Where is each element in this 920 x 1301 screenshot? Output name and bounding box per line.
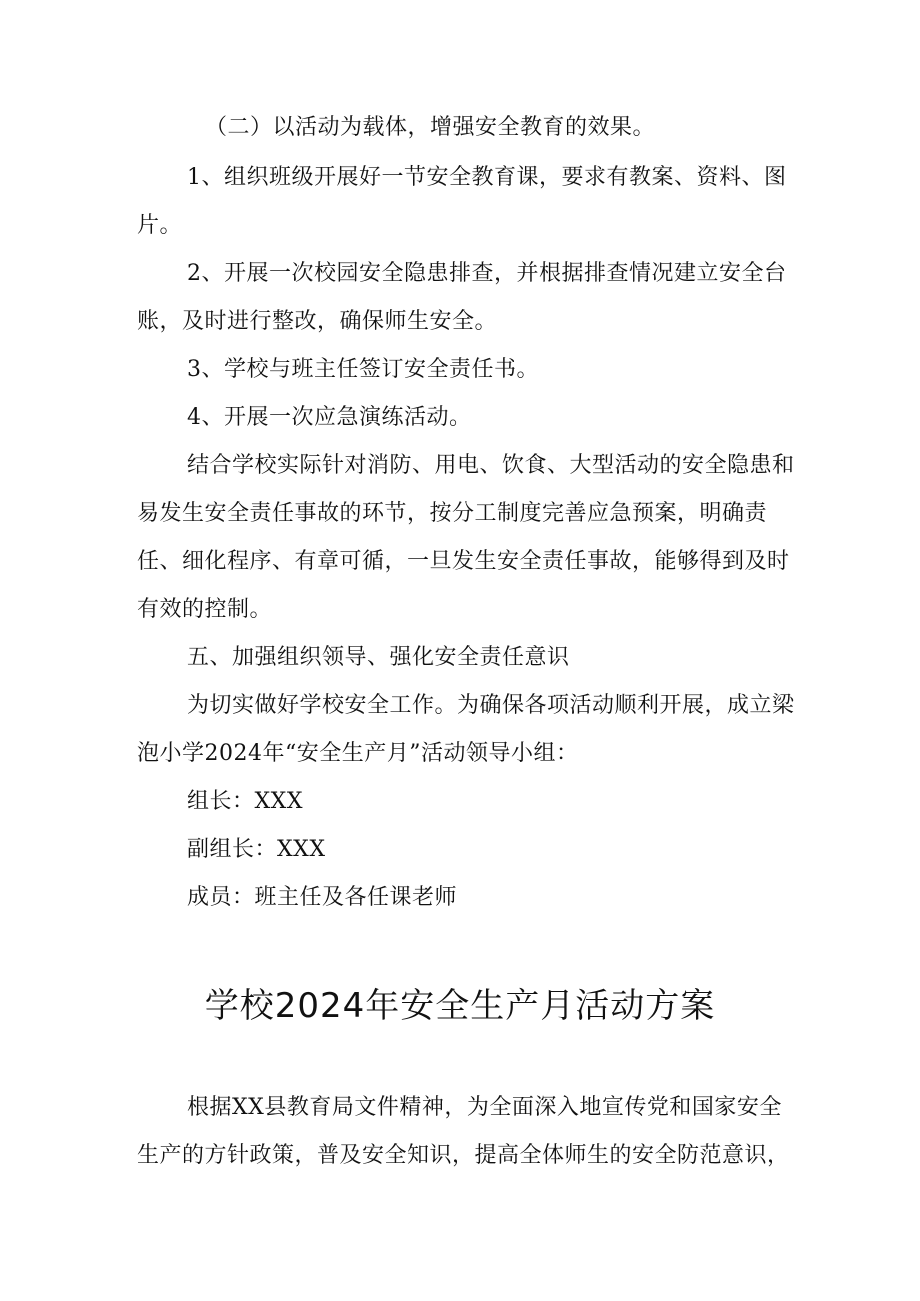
section-five-heading: 五、加强组织领导、强化安全责任意识	[187, 645, 570, 670]
item-4-paragraph: 4、开展一次应急演练活动。	[187, 405, 472, 430]
leadership-group-paragraph: 为切实做好学校安全工作。为确保各项活动顺利开展，成立梁泡小学2024年“安全生产月”活动领导小组：	[137, 693, 795, 766]
document-title: 学校2024年安全生产月活动方案	[204, 986, 716, 1026]
group-leader-line: 组长：XXX	[187, 789, 303, 814]
item-3-paragraph: 3、学校与班主任签订安全责任书。	[187, 357, 539, 382]
item-2-paragraph: 2、开展一次校园安全隐患排查，并根据排查情况建立安全台账，及时进行整改，确保师生安全。	[137, 261, 787, 334]
section-heading-activities: （二）以活动为载体，增强安全教育的效果。	[205, 115, 656, 140]
item-1-paragraph: 1、组织班级开展好一节安全教育课，要求有教案、资料、图片。	[137, 165, 787, 238]
intro-paragraph: 根据XX县教育局文件精神，为全面深入地宣传党和国家安全生产的方针政策，普及安全知识，提高全体师生的安全防范意识，	[137, 1095, 790, 1168]
deputy-leader-line: 副组长：XXX	[187, 837, 326, 862]
members-line: 成员：班主任及各任课老师	[187, 885, 458, 910]
emergency-plan-paragraph: 结合学校实际针对消防、用电、饮食、大型活动的安全隐患和易发生安全责任事故的环节，按分工制度完善应急预案，明确责任、细化程序、有章可循，一旦发生安全责任事故，能够得到及时有效的控制。	[137, 453, 795, 622]
